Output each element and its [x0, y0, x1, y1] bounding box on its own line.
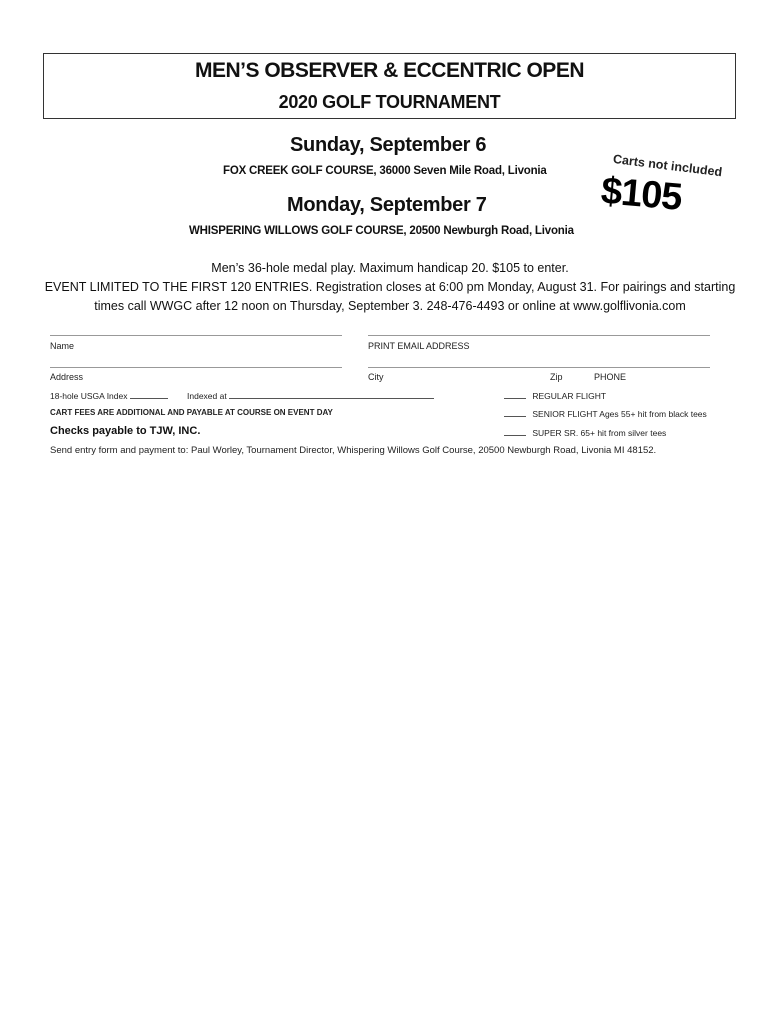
carts-not-included-note: Carts not included: [612, 152, 723, 180]
zip-label: Zip: [550, 372, 563, 382]
checks-payable-note: Checks payable to TJW, INC.: [50, 425, 201, 437]
day2-date: Monday, September 7: [287, 194, 487, 216]
info-line-3: times call WWGC after 12 noon on Thursday, September 3. 248-476-4493 or online at www.golflivonia.com: [94, 299, 686, 313]
day1-date: Sunday, September 6: [290, 134, 487, 156]
regular-flight-option[interactable]: [504, 390, 606, 401]
event-subtitle: 2020 GOLF TOURNAMENT: [278, 92, 501, 112]
regular-flight-checkbox[interactable]: [504, 390, 526, 399]
senior-flight-checkbox[interactable]: [504, 408, 526, 417]
phone-label: PHONE: [594, 372, 627, 382]
entry-price: $105: [599, 170, 684, 219]
usga-index-label: 18-hole USGA Index: [50, 391, 128, 401]
indexed-at-field[interactable]: [229, 390, 434, 399]
cart-fees-note: CART FEES ARE ADDITIONAL AND PAYABLE AT COURSE ON EVENT DAY: [50, 408, 333, 417]
info-line-2: EVENT LIMITED TO THE FIRST 120 ENTRIES. Registration closes at 6:00 pm Monday, August 31. For pairings and starting: [44, 280, 736, 294]
indexed-at-row: [187, 390, 434, 401]
event-title: MEN’S OBSERVER & ECCENTRIC OPEN: [194, 59, 584, 82]
email-field[interactable]: [368, 335, 710, 336]
email-label: PRINT EMAIL ADDRESS: [368, 341, 470, 351]
send-entry-instructions: Send entry form and payment to: Paul Worley, Tournament Director, Whispering Willows Golf Course, 20500 Newburgh Road, Livonia MI 48152.: [50, 445, 657, 456]
address-field[interactable]: [50, 367, 342, 368]
name-label: Name: [50, 341, 75, 351]
super-senior-flight-checkbox[interactable]: [504, 427, 526, 436]
city-zip-phone-field[interactable]: [368, 367, 710, 368]
day2-course: WHISPERING WILLOWS GOLF COURSE, 20500 Newburgh Road, Livonia: [189, 225, 574, 237]
senior-flight-option[interactable]: [504, 408, 707, 419]
regular-flight-label: REGULAR FLIGHT: [532, 391, 607, 401]
super-senior-flight-option[interactable]: [504, 427, 666, 438]
super-senior-flight-label: SUPER SR. 65+ hit from silver tees: [532, 428, 667, 438]
address-label: Address: [50, 372, 84, 382]
city-label: City: [368, 372, 384, 382]
senior-flight-label: SENIOR FLIGHT Ages 55+ hit from black tees: [532, 409, 707, 419]
indexed-at-label: Indexed at: [187, 391, 227, 401]
usga-index-field[interactable]: [130, 390, 168, 399]
title-box: [43, 53, 736, 119]
info-line-1: Men’s 36-hole medal play. Maximum handicap 20. $105 to enter.: [211, 261, 569, 275]
name-field[interactable]: [50, 335, 342, 336]
day1-course: FOX CREEK GOLF COURSE, 36000 Seven Mile Road, Livonia: [223, 165, 547, 177]
usga-index-row: [50, 390, 168, 401]
